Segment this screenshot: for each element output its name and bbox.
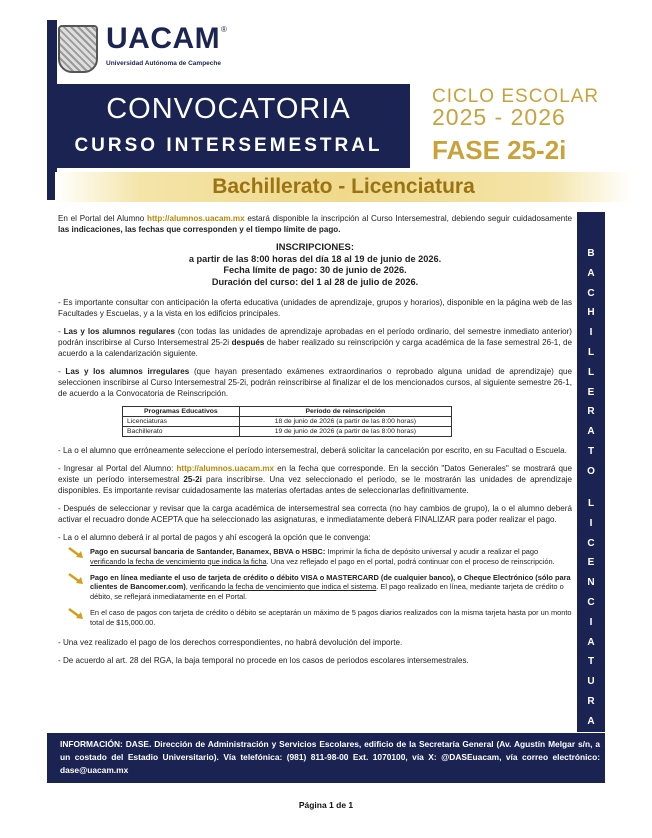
ingresar-text-3: para inscribirse. Una vez seleccionado el período, se le mostrarán las unidades de aprendizaje disponibles. Es importante revisar cuidadosamente las materias ofertadas antes de seleccionarlas definitivamente. — [58, 475, 573, 495]
main-content — [58, 213, 572, 673]
registered-mark: ® — [221, 25, 227, 34]
inscripciones-block — [58, 242, 572, 288]
inscripciones-line-2: Fecha límite de pago: 30 de junio de 2026. — [223, 265, 407, 275]
ciclo-label: CICLO ESCOLAR — [432, 86, 600, 107]
ingresar-text-1: - Ingresar al Portal del Alumno: — [58, 464, 177, 473]
vertical-letter: I — [589, 517, 593, 529]
pay1-bold: Pago en sucursal bancaria de Santander, Banamex, BBVA o HSBC: — [90, 547, 326, 556]
irregulares-text: (que hayan presentado exámenes extraordinarios o reprobado alguna unidad de aprendizaje) que seleccionen inscribirse al Curso Intersemestral 25-2i, podrán reinscribirse al finalizar el de los mencionados cursos, al siguiente semestre 26-1, de acuerdo a la Convocatoria de Reinscripción. — [58, 367, 572, 398]
vertical-letter: C — [587, 596, 595, 608]
pay3-text: En el caso de pagos con tarjeta de crédito o débito se aceptarán un máximo de 5 pagos diarios realizados con la misma tarjeta hasta por un monto total de $15,000.00. — [90, 607, 572, 627]
table-cell-periodo: 19 de junio de 2026 (a partir de las 8:00 horas) — [239, 427, 451, 437]
vertical-letter: A — [587, 636, 595, 648]
ingresar-paragraph — [58, 463, 572, 496]
pay1-text-1: Imprimir la ficha de depósito universal y acudir a realizar el pago — [325, 547, 539, 556]
irregulares-bold: Las y los alumnos irregulares — [65, 367, 190, 376]
vertical-letter: H — [587, 307, 595, 319]
pay1-text-2: . Una vez reflejado el pago en el portal, podrá continuar con el proceso de reinscripción. — [266, 556, 555, 566]
university-shield-icon — [58, 25, 98, 73]
vertical-word-bachillerato — [577, 244, 605, 482]
page-subtitle: CURSO INTERSEMESTRAL — [74, 135, 383, 156]
table-header-row — [123, 407, 452, 417]
vertical-letter: N — [587, 577, 595, 589]
table-row — [123, 427, 452, 437]
vertical-letter: I — [589, 327, 593, 339]
table-header-programas: Programas Educativos — [123, 407, 240, 417]
consultar-paragraph: - Es importante consultar con anticipación la oferta educativa (unidades de aprendizaje, grupos y horarios), disponible en la página web de las Facultades y Escuelas, y a la vista en los edificios principales. — [58, 298, 572, 318]
regulares-text-1: (con todas las unidades de aprendizaje aprobadas en el período ordinario, del semestre inmediato anterior) podrán inscribirse al Curso Intersemestral 25-2i — [58, 327, 573, 347]
footer-info: INFORMACIÓN: DASE. Dirección de Administración y Servicios Escolares, edificio de la Secretaría General (Av. Agustín Melgar s/n, a un costado del Estadio Universitario). Vía telefónica: (981) 811-98-00 Ext. 1070100, vía X: @DASEuacam, vía correo electrónico: dase@uacam.mx — [60, 739, 600, 775]
table-row — [123, 417, 452, 427]
pay2-underline: verificando la fecha de vencimiento que indica el sistema — [189, 582, 377, 592]
regulares-paragraph — [58, 326, 572, 359]
vertical-letter: R — [587, 406, 595, 418]
regulares-bold: Las y los alumnos regulares — [63, 327, 176, 336]
vertical-letter: E — [587, 557, 595, 569]
portal-pagos-paragraph: - La o el alumno deberá ir al portal de pagos y ahí escogerá la opción que le convenga: — [58, 533, 371, 542]
table-header-periodo: Período de reinscripción — [239, 407, 451, 417]
arrow-right-icon — [68, 573, 86, 585]
portal-link[interactable]: http://alumnos.uacam.mx — [147, 214, 245, 223]
intro-text-1: En el Portal del Alumno — [58, 214, 148, 223]
vertical-letter: U — [587, 676, 595, 688]
page-number: Página 1 de 1 — [298, 800, 354, 810]
vertical-letter: A — [587, 267, 595, 279]
table-cell-programa: Licenciaturas — [123, 417, 240, 427]
vertical-letter: B — [587, 248, 595, 259]
despues-paragraph: - Después de seleccionar y revisar que la carga académica de intersemestral sea correcta (no hay cambios de grupo), la o el alumno deberá activar el recuadro donde ACEPTA que ha seleccionado las asignaturas, e inmediatamente deberá FINALIZAR para poder realizar el pago. — [58, 504, 572, 524]
pay2-text-1: , — [185, 582, 190, 592]
vertical-letter: R — [587, 695, 595, 707]
payment-option-bank — [58, 547, 572, 567]
vertical-letter: L — [587, 498, 595, 509]
ingresar-bold: 25-2i — [183, 475, 202, 484]
intro-text-2: estará disponible la inscripción al Curso Intersemestral, debiendo seguir cuidadosamente — [244, 214, 572, 223]
vertical-letter: L — [587, 366, 595, 378]
periodos-table — [122, 406, 452, 437]
dash: - — [58, 327, 64, 336]
regulares-text-2: de haber realizado su reinscripción y carga académica de la fase semestral 26-1, de acuerdo a la calendarización siguiente. — [58, 338, 572, 358]
payment-option-limit — [58, 608, 572, 628]
devolucion-paragraph: - Una vez realizado el pago de los derechos correspondientes, no habrá devolución del importe. — [58, 637, 403, 647]
vertical-letter: A — [587, 426, 595, 438]
logo-subtitle: Universidad Autónoma de Campeche — [106, 60, 221, 67]
pay1-underline: verificando la fecha de vencimiento que indica la ficha — [90, 556, 267, 566]
ingresar-text-2: en la fecha que corresponde. En la sección "Datos Generales" se mostrará que existe un período intersemestral — [58, 464, 572, 484]
intro-bold: las indicaciones, las fechas que corresponden y el tiempo límite de pago. — [58, 225, 341, 234]
vertical-side-bar — [577, 212, 605, 732]
vertical-letter: E — [587, 386, 595, 398]
vertical-word-licenciatura — [577, 494, 605, 732]
payment-option-online — [58, 573, 572, 602]
vertical-letter: O — [587, 465, 595, 477]
vertical-letter: A — [587, 715, 595, 727]
vertical-letter: I — [589, 616, 593, 628]
irregulares-paragraph — [58, 366, 572, 399]
vertical-letter: L — [587, 346, 595, 358]
inscripciones-line-1: a partir de las 8:00 horas del día 18 al 19 de junio de 2026. — [188, 253, 442, 264]
fase-label: FASE 25-2i — [432, 135, 567, 165]
logo-name: UACAM — [106, 22, 221, 55]
page-title: CONVOCATORIA — [106, 93, 351, 125]
uacam-logo — [58, 22, 233, 75]
arrow-right-icon — [68, 547, 86, 559]
inscripciones-line-3: Duración del curso: del 1 al 28 de julio de 2026. — [211, 276, 419, 287]
pay2-bold: Pago en línea mediante el uso de tarjeta de crédito o débito VISA o MASTERCARD (de cualquier banco), o Cheque Electrónico (sólo para clientes de Bancomer.com) — [90, 572, 571, 592]
table-cell-periodo: 18 de junio de 2026 (a partir de las 8:00 horas) — [239, 417, 451, 427]
portal-link-2[interactable]: http://alumnos.uacam.mx — [176, 464, 275, 473]
rga-paragraph: - De acuerdo al art. 28 del RGA, la baja temporal no procede en los casos de periodos escolares intersemestrales. — [58, 655, 469, 665]
vertical-letter: T — [587, 656, 595, 668]
vertical-letter: C — [587, 287, 595, 299]
vertical-letter: C — [587, 537, 595, 549]
level-title: Bachillerato - Licenciatura — [212, 175, 475, 198]
vertical-letter: T — [587, 445, 595, 457]
ciclo-years: 2025 - 2026 — [432, 104, 566, 130]
inscripciones-title: INSCRIPCIONES: — [275, 242, 355, 253]
dash: - — [58, 367, 66, 376]
regulares-bold-2: después — [231, 338, 265, 347]
arrow-right-icon — [68, 608, 86, 620]
intro-paragraph — [58, 213, 572, 235]
pay2-text-2: . El pago realizado en línea, mediante tarjeta de crédito o débito, se reflejará inmediatamente en el Portal. — [90, 582, 564, 602]
cancelacion-paragraph: - La o el alumno que erróneamente seleccione el período intersemestral, deberá solicitar la cancelación por escrito, en su Facultad o Escuela. — [58, 446, 567, 455]
table-cell-programa: Bachillerato — [123, 427, 240, 437]
